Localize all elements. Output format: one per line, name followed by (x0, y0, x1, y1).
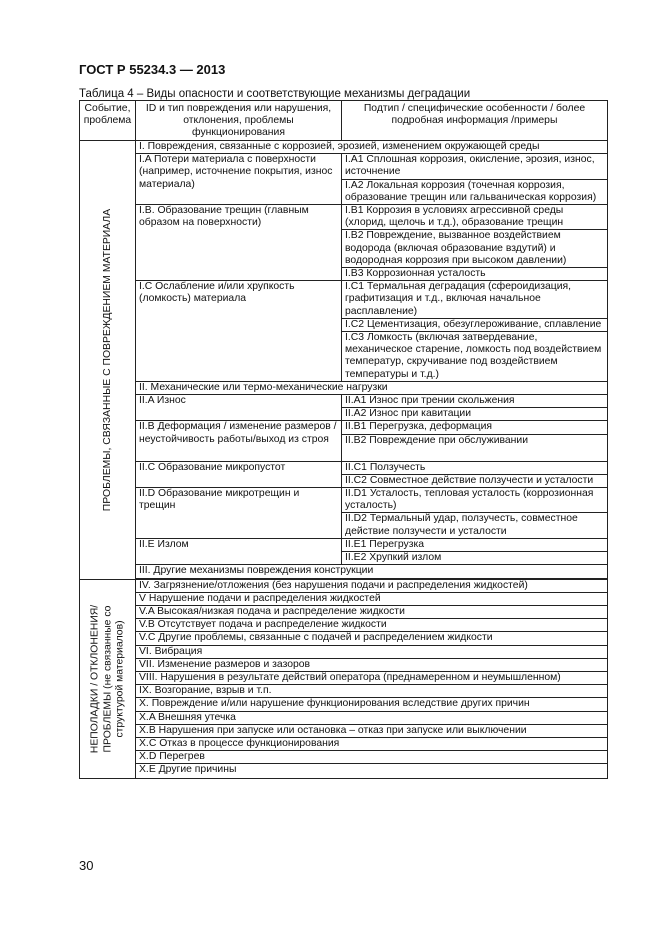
row-VB: V.B Отсутствует подача и распределение жидкости (136, 619, 608, 632)
table-row (80, 698, 608, 711)
group-label-material-damage: ПРОБЛЕМЫ, СВЯЗАННЫЕ С ПОВРЕЖДЕНИЕМ МАТЕРИАЛА (80, 141, 136, 580)
hazards-table (79, 100, 608, 779)
table-row (80, 737, 608, 750)
table-row (80, 724, 608, 737)
table-row (80, 421, 608, 434)
row-XA: X.A Внешняя утечка (136, 711, 608, 724)
table-row (80, 461, 608, 474)
subtype-IC3: I.C3 Ломкость (включая затвердевание, механическое старение, ломкость под воздействием температур, скручивание под воздействием температуры и т.д.) (342, 332, 608, 382)
subtype-IIA1: II.A1 Износ при трении скольжения (342, 395, 608, 408)
section-title-III: III. Другие механизмы повреждения конструкции (136, 565, 608, 578)
table-row (80, 711, 608, 724)
section-row (80, 381, 608, 394)
subtype-IIB1: II.B1 Перегрузка, деформация (342, 421, 608, 434)
table-row (80, 645, 608, 658)
row-VI: VI. Вибрация (136, 645, 608, 658)
damage-type-IID: II.D Образование микротрещин и трещин (136, 488, 342, 539)
table-row (80, 154, 608, 179)
damage-type-IC: I.C Ослабление и/или хрупкость (ломкость) материала (136, 281, 342, 382)
subtype-IC2: I.C2 Цементизация, обезуглероживание, сплавление (342, 318, 608, 331)
row-IX: IX. Возгорание, взрыв и т.п. (136, 685, 608, 698)
table-row (80, 751, 608, 764)
table-row (80, 205, 608, 230)
damage-type-IIE: II.E Излом (136, 538, 342, 564)
damage-type-IIA: II.A Износ (136, 395, 342, 421)
damage-type-IB: I.B. Образование трещин (главным образом на поверхности) (136, 205, 342, 281)
header-row (80, 101, 608, 141)
table-row (80, 671, 608, 684)
subtype-IIC1: II.C1 Ползучесть (342, 461, 608, 474)
row-VIII: VIII. Нарушения в результате действий оператора (преднамеренном и неумышленном) (136, 671, 608, 684)
row-V: V Нарушение подачи и распределения жидкостей (136, 592, 608, 605)
row-VA: V.A Высокая/низкая подача и распределение жидкости (136, 605, 608, 618)
group-label-malfunctions: НЕПОЛАДКИ / ОТКЛОНЕНИЯ/ ПРОБЛЕМЫ (не связанные со структурой материалов) (80, 579, 136, 779)
row-XC: X.C Отказ в процессе функционирования (136, 737, 608, 750)
table-row (80, 592, 608, 605)
section-title-I: I. Повреждения, связанные с коррозией, эрозией, изменением окружающей среды (136, 141, 608, 154)
table-row (80, 632, 608, 645)
damage-type-IIB: II.B Деформация / изменение размеров /неустойчивость работы/выход из строя (136, 421, 342, 461)
subtype-IA2: I.A2 Локальная коррозия (точечная коррозия, образование трещин или гальваническая коррозия) (342, 179, 608, 204)
row-VC: V.C Другие проблемы, связанные с подачей и распределением жидкости (136, 632, 608, 645)
table-row (80, 764, 608, 779)
row-IV: IV. Загрязнение/отложения (без нарушения подачи и распределения жидкостей) (136, 579, 608, 592)
subtype-IIA2: II.A2 Износ при кавитации (342, 408, 608, 421)
table-caption: Таблица 4 – Виды опасности и соответствующие механизмы деградации (79, 88, 471, 100)
subtype-IB2: I.B2 Повреждение, вызванное воздействием водорода (включая образование вздутий) и водородная коррозия при высоком давлении) (342, 230, 608, 268)
subtype-IID1: II.D1 Усталость, тепловая усталость (коррозионная усталость) (342, 488, 608, 513)
section-title-II: II. Механические или термо-механические нагрузки (136, 381, 608, 394)
table-row (80, 538, 608, 551)
subtype-IC1: I.C1 Термальная деградация (сфероидизация, графитизация и т.д., включая начальное расплавление) (342, 281, 608, 319)
subtype-IB3: I.B3 Коррозионная усталость (342, 268, 608, 281)
row-XE: X.E Другие причины (136, 764, 608, 779)
row-XD: X.D Перегрев (136, 751, 608, 764)
table-row (80, 579, 608, 592)
table-row (80, 605, 608, 618)
subtype-IB1: I.B1 Коррозия в условиях агрессивной среды (хлорид, щелочь и т.д.), образование трещин (342, 205, 608, 230)
subtype-IIE1: II.E1 Перегрузка (342, 538, 608, 551)
page-number: 30 (79, 858, 94, 873)
section-row (80, 141, 608, 154)
damage-type-IA: I.A Потери материала с поверхности (например, источнение покрытия, износ материала) (136, 154, 342, 205)
col-header-id-type: ID и тип повреждения или нарушения, отклонения, проблемы функционирования (136, 101, 342, 141)
table-row (80, 685, 608, 698)
subtype-IIE2: II.E2 Хрупкий излом (342, 552, 608, 565)
subtype-IIC2: II.C2 Совместное действие ползучести и усталости (342, 474, 608, 487)
damage-type-IIC: II.C Образование микропустот (136, 461, 342, 487)
subtype-IID2: II.D2 Термальный удар, ползучесть, совместное действие ползучести и усталости (342, 513, 608, 538)
subtype-IA1: I.A1 Сплошная коррозия, окисление, эрозия, износ, источнение (342, 154, 608, 179)
row-X: X. Повреждение и/или нарушение функционирования вследствие других причин (136, 698, 608, 711)
section-row (80, 565, 608, 578)
table-row (80, 281, 608, 319)
row-XB: X.B Нарушения при запуске или остановка – отказ при запуске или выключении (136, 724, 608, 737)
table-row (80, 619, 608, 632)
row-VII: VII. Изменение размеров и зазоров (136, 658, 608, 671)
table-row (80, 658, 608, 671)
col-header-subtype: Подтип / специфические особенности / более подробная информация /примеры (342, 101, 608, 141)
subtype-IIB2: II.B2 Повреждение при обслуживании (342, 434, 608, 461)
table-row (80, 488, 608, 513)
table-row (80, 395, 608, 408)
col-header-event: Событие, проблема (80, 101, 136, 141)
document-header: ГОСТ Р 55234.3 — 2013 (79, 62, 226, 77)
